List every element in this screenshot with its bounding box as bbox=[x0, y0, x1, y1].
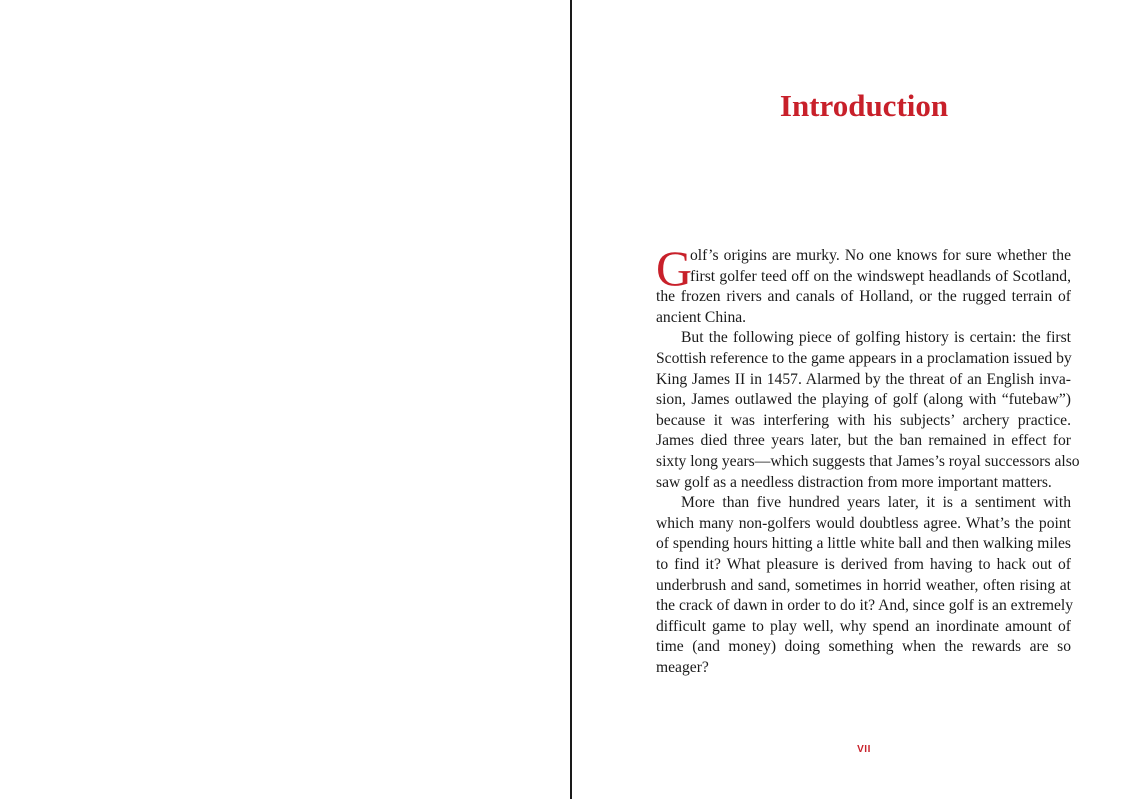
chapter-title: Introduction bbox=[779, 88, 949, 123]
text-line: Scottish reference to the game appears in a proclamation issued by bbox=[656, 349, 1072, 367]
text-line: of spending hours hitting a little white ball and then walking miles bbox=[656, 535, 1071, 553]
text-line: first golfer teed off on the windswept headlands of Scotland, bbox=[690, 267, 1071, 285]
drop-cap: G bbox=[656, 240, 693, 296]
text-line: sion, James outlawed the playing of golf (along with “futebaw”) bbox=[656, 391, 1071, 409]
text-line: But the following piece of golfing history is certain: the first bbox=[681, 329, 1071, 347]
paragraph-2 bbox=[656, 328, 1080, 493]
text-line: sixty long years—which suggests that James’s royal successors also bbox=[656, 452, 1080, 470]
text-line: meager? bbox=[656, 658, 709, 676]
text-line: because it was interfering with his subjects’ archery practice. bbox=[656, 411, 1071, 429]
text-line: the crack of dawn in order to do it? And, since golf is an extremely bbox=[656, 597, 1074, 615]
text-line: which many non-golfers would doubtless agree. What’s the point bbox=[656, 514, 1071, 532]
text-line: James died three years later, but the ban remained in effect for bbox=[656, 432, 1071, 450]
dropcap-line-2 bbox=[656, 267, 1071, 288]
text-line: More than five hundred years later, it is a sentiment with bbox=[681, 494, 1071, 512]
text-line: King James II in 1457. Alarmed by the threat of an English inva- bbox=[656, 370, 1071, 388]
text-line: underbrush and sand, sometimes in horrid weather, often rising at bbox=[656, 576, 1071, 594]
page-number: VII bbox=[857, 744, 871, 755]
body-text bbox=[656, 240, 1080, 678]
text-line: to find it? What pleasure is derived from having to hack out of bbox=[656, 555, 1071, 573]
text-line: the frozen rivers and canals of Holland, or the rugged terrain of bbox=[656, 288, 1071, 306]
text-line: difficult game to play well, why spend an inordinate amount of bbox=[656, 617, 1071, 635]
text-line: saw golf as a needless distraction from more important matters. bbox=[656, 473, 1052, 491]
right-page bbox=[572, 0, 1142, 799]
text-line: olf’s origins are murky. No one knows for sure whether the bbox=[690, 247, 1071, 264]
text-line: time (and money) doing something when the rewards are so bbox=[656, 638, 1071, 656]
paragraph-3 bbox=[656, 493, 1074, 678]
text-line: ancient China. bbox=[656, 308, 747, 326]
paragraph-1 bbox=[656, 240, 1071, 328]
